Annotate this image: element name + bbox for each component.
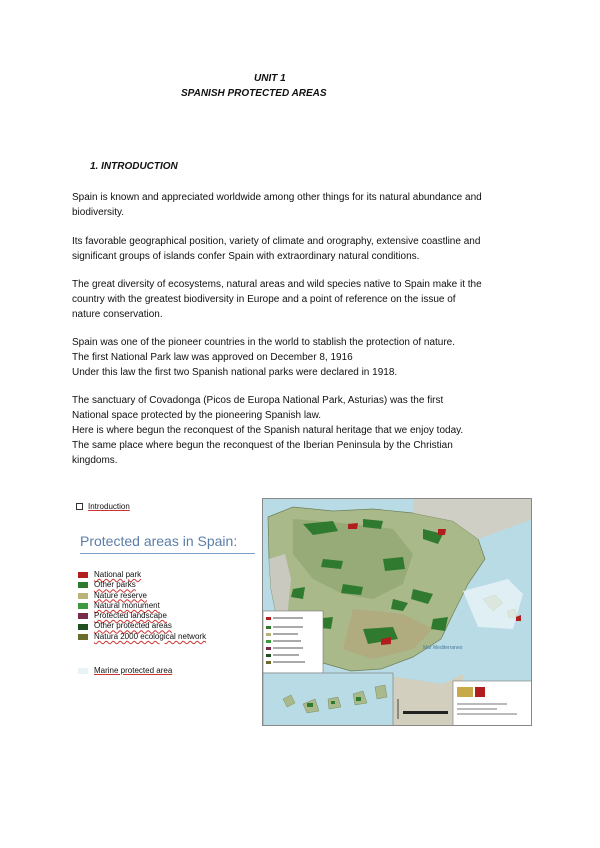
legend-panel [72, 498, 262, 726]
legend-swatch [78, 572, 88, 578]
paragraph-2 [72, 234, 542, 264]
scale-bar [403, 711, 448, 714]
sea-label: Mar Mediterraneo [423, 645, 463, 651]
legend [78, 570, 206, 642]
legend-swatch [78, 603, 88, 609]
legend-swatch [78, 634, 88, 640]
paragraph-line: kingdoms. [72, 455, 118, 466]
legend-item [78, 632, 206, 642]
legend-item [78, 580, 206, 590]
paragraph-line: National space protected by the pioneering Spanish law. [72, 410, 322, 421]
legend-item [78, 621, 206, 631]
legend-item [78, 611, 206, 621]
paragraph-line: The same place where begun the reconquest of the Iberian Peninsula by the Christian [72, 440, 453, 451]
legend-swatch [78, 613, 88, 619]
introduction-label: Introduction [88, 502, 130, 511]
legend-swatch [78, 593, 88, 599]
ministry-logo [457, 687, 473, 697]
legend-label: Natura 2000 ecological network [94, 631, 207, 641]
ministry-logo [475, 687, 485, 697]
paragraph-line: Under this law the first two Spanish national parks were declared in 1918. [72, 367, 398, 378]
paragraph-line: significant groups of islands confer Spain with extraordinary natural conditions. [72, 251, 420, 262]
title-block-text [457, 703, 507, 705]
legend-label: Protected landscape [94, 611, 167, 621]
bullet-icon [76, 503, 83, 510]
paragraph-line: Its favorable geographical position, variety of climate and orography, extensive coastline and [72, 236, 481, 247]
paragraph-line: Spain was one of the pioneer countries in the world to stablish the protection of nature. [72, 337, 456, 348]
paragraph-5 [72, 393, 542, 468]
paragraph-line: The first National Park law was approved on December 8, 1916 [72, 352, 353, 363]
legend-item [78, 601, 206, 611]
paragraph-line: nature conservation. [72, 309, 163, 320]
introduction-item [76, 502, 130, 511]
paragraph-line: The great diversity of ecosystems, natural areas and wild species native to Spain make it the [72, 279, 482, 290]
section-heading: 1. INTRODUCTION [90, 161, 178, 172]
figure-title: Protected areas in Spain: [80, 533, 238, 549]
legend-item [78, 570, 206, 580]
protected-areas-figure [72, 498, 532, 726]
legend-swatch [78, 582, 88, 588]
paragraph-line: biodiversity. [72, 207, 125, 218]
marine-legend-item [78, 666, 172, 675]
paragraph-1 [72, 190, 542, 220]
unit-title: UNIT 1 [254, 73, 286, 84]
paragraph-line: Spain is known and appreciated worldwide among other things for its natural abundance and [72, 192, 482, 203]
paragraph-4 [72, 335, 542, 380]
legend-swatch [78, 624, 88, 630]
legend-item [78, 591, 206, 601]
spain-protected-areas-map [262, 498, 532, 726]
map-graphic [263, 499, 532, 726]
legend-label: Marine protected area [94, 666, 173, 675]
paragraph-line: Here is where begun the reconquest of the Spanish natural heritage that we enjoy today. [72, 425, 464, 436]
marine-protected-area [463, 579, 523, 629]
legend-label: Nature reserve [94, 590, 147, 600]
title-block-text [457, 713, 517, 715]
paragraph-line: The sanctuary of Covadonga (Picos de Europa National Park, Asturias) was the first [72, 395, 444, 406]
legend-label: Other parks [94, 580, 136, 590]
paragraph-line: country with the greatest biodiversity in Europe and a point of reference on the issue of [72, 294, 456, 305]
title-block-text [457, 708, 497, 710]
legend-label: Other protected areas [94, 621, 172, 631]
unit-subtitle: SPANISH PROTECTED AREAS [181, 88, 327, 99]
legend-label: Natural monument [94, 600, 160, 610]
paragraph-3 [72, 277, 542, 322]
legend-swatch [78, 668, 88, 674]
title-underline [80, 553, 255, 554]
legend-label: National park [94, 570, 142, 579]
